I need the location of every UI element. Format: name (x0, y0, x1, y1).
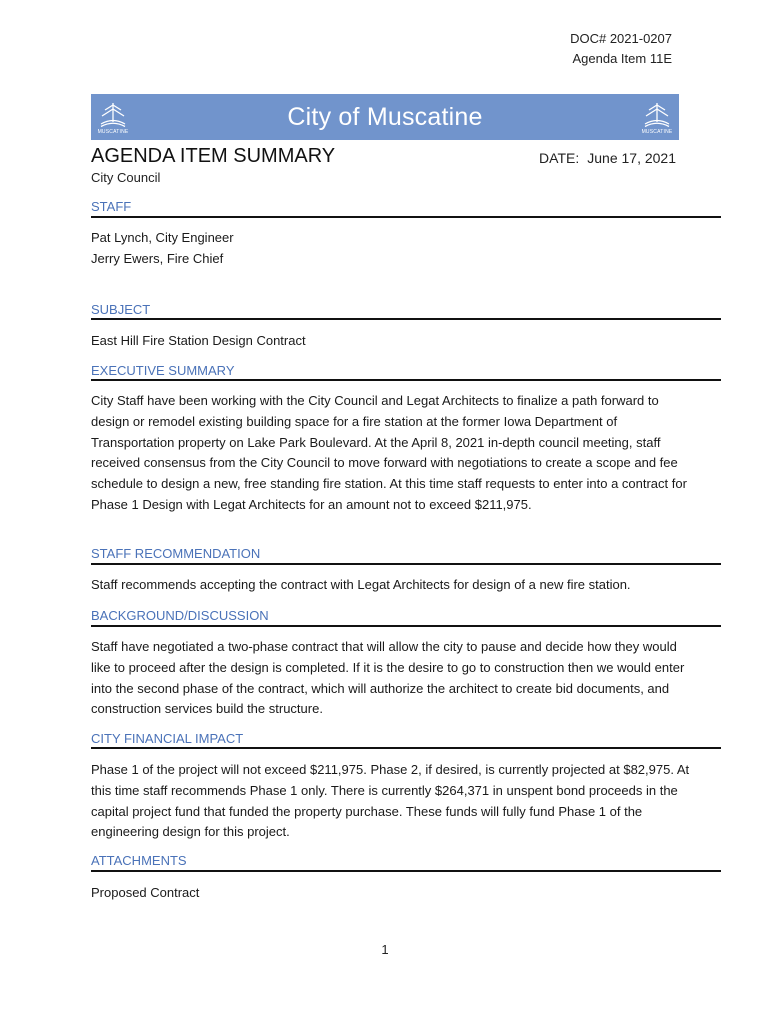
staff-member: Pat Lynch, City Engineer (91, 230, 234, 245)
city-logo-right (637, 98, 677, 138)
logo-caption: MUSCATINE (641, 129, 673, 135)
date-label: DATE: (539, 150, 580, 166)
meeting-date (539, 148, 676, 168)
section-divider (91, 216, 721, 218)
section-divider (91, 318, 721, 320)
section-label-background: BACKGROUND/DISCUSSION (91, 608, 269, 623)
staff-member: Jerry Ewers, Fire Chief (91, 250, 224, 266)
agenda-item-number: Agenda Item 11E (572, 51, 672, 66)
section-label-staff: STAFF (91, 199, 132, 214)
section-label-subject: SUBJECT (91, 302, 151, 317)
date-value: June 17, 2021 (587, 150, 676, 166)
banner-title: City of Muscatine (287, 103, 483, 131)
staff-list (91, 228, 691, 270)
background-text: Staff have negotiated a two-phase contract that will allow the city to pause and decide how they would like to proceed after the design is completed. If it is the desire to go to construction then we would enter into the second phase of the contract, which will authorize the architect to create bid documents, and construction services build the structure. (91, 639, 685, 717)
financial-impact-text: Phase 1 of the project will not exceed $211,975. Phase 2, if desired, is currently projected at $82,975. At this time staff recommends Phase 1 only. There is currently $264,371 in unspent bond proceeds in the capital project fund that funded the property purchase. These funds will fully fund Phase 1 of the engineering design for this project. (91, 762, 690, 840)
attachment-item[interactable]: Proposed Contract (91, 885, 200, 900)
executive-summary-text: City Staff have been working with the City Council and Legat Architects to finalize a path forward to design or remodel existing building space for a fire station at the former Iowa Department of Transportation property on Lake Park Boulevard. At the April 8, 2021 in-depth council meeting, staff received consensus from the City Council to move forward with negotiations to create a scope and fee schedule to design a new, free standing fire station. At this time staff requests to enter into a contract for Phase 1 Design with Legat Architects for an amount not to exceed $211,975. (91, 393, 687, 512)
agenda-item-summary-heading: AGENDA ITEM SUMMARY (91, 145, 336, 167)
logo-caption: MUSCATINE (97, 129, 129, 135)
staff-recommendation-text: Staff recommends accepting the contract with Legat Architects for design of a new fire station. (91, 577, 631, 592)
section-divider (91, 563, 721, 565)
section-label-attachments: ATTACHMENTS (91, 853, 187, 868)
doc-number: DOC# 2021-0207 (570, 31, 672, 46)
document-reference (570, 29, 672, 69)
subject-text: East Hill Fire Station Design Contract (91, 333, 306, 348)
section-divider (91, 379, 721, 381)
city-banner (91, 94, 679, 140)
section-label-financial-impact: CITY FINANCIAL IMPACT (91, 731, 244, 746)
section-divider (91, 625, 721, 627)
page-number: 1 (381, 942, 389, 957)
section-label-staff-recommendation: STAFF RECOMMENDATION (91, 546, 261, 561)
section-divider (91, 870, 721, 872)
section-divider (91, 747, 721, 749)
audience: City Council (91, 170, 161, 185)
section-label-executive-summary: EXECUTIVE SUMMARY (91, 363, 235, 378)
